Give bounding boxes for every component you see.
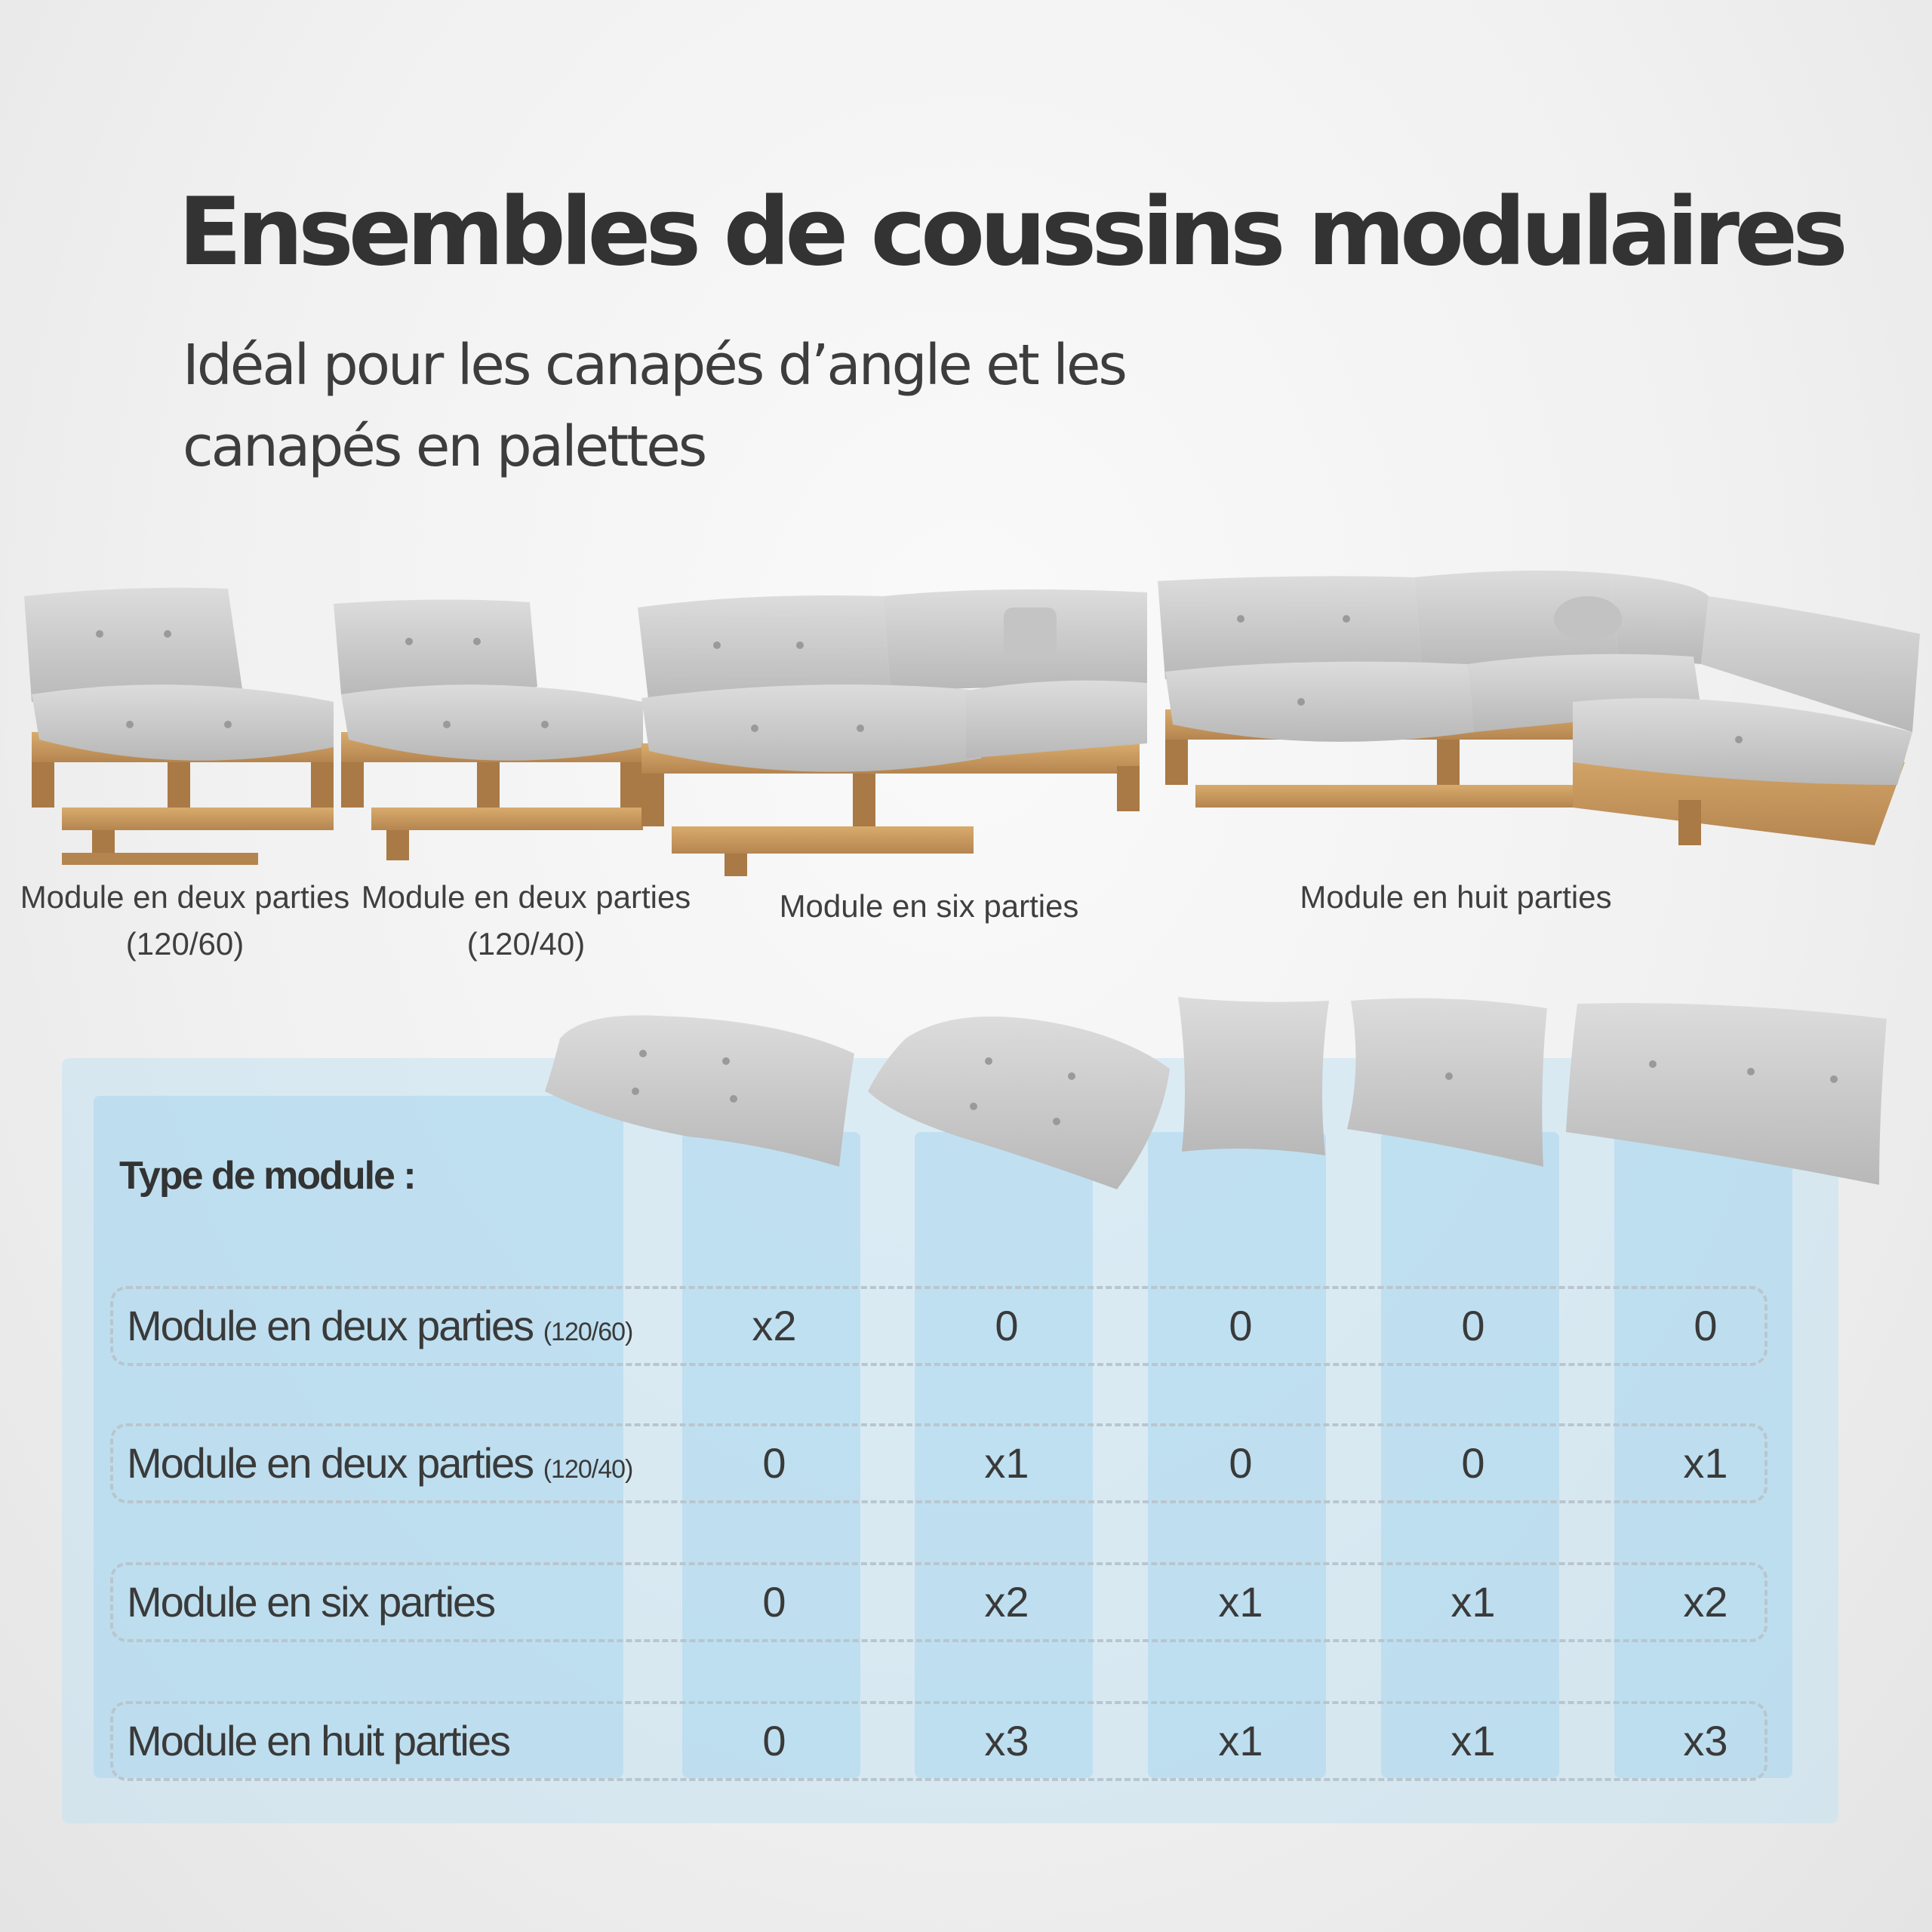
- table-cell: x3: [1683, 1717, 1728, 1764]
- six-part-sofa-image: [634, 577, 1155, 879]
- table-cell: x3: [984, 1717, 1029, 1764]
- table-cell: x1: [1683, 1439, 1728, 1487]
- module-label-two-part-120-60: [15, 874, 355, 968]
- module-label-two-part-120-40: [356, 874, 696, 968]
- back-cushion-side-image: [1343, 993, 1555, 1174]
- module-label-eight-part: [1286, 874, 1626, 921]
- row-label: [127, 1289, 632, 1363]
- table-cell: x1: [1218, 1578, 1263, 1626]
- module-label-six-part: [759, 883, 1099, 930]
- seat-cushion-medium-image: [860, 1008, 1177, 1197]
- page-subtitle: Idéal pour les canapés d’angle et les canapés en palettes: [183, 333, 1125, 479]
- table-row: [110, 1562, 1767, 1642]
- module-label-line: Module en deux parties: [361, 879, 691, 915]
- module-label-size: (120/40): [466, 926, 586, 961]
- module-label-line: Module en deux parties: [20, 879, 350, 915]
- table-cell: x1: [984, 1439, 1029, 1487]
- table-cell: x2: [752, 1302, 797, 1349]
- module-label-line: Module en huit parties: [1300, 879, 1612, 915]
- table-row: [110, 1286, 1767, 1366]
- table-cell: 0: [1461, 1302, 1485, 1349]
- table-cell: x2: [984, 1578, 1029, 1626]
- table-cell: 0: [1229, 1302, 1253, 1349]
- table-cell: 0: [762, 1439, 786, 1487]
- module-label-line: Module en six parties: [779, 888, 1079, 924]
- back-cushion-long-image: [1562, 996, 1894, 1192]
- table-cell: 0: [1694, 1302, 1718, 1349]
- table-cell: 0: [995, 1302, 1019, 1349]
- table-cell: x1: [1218, 1717, 1263, 1764]
- row-label-text: Module en deux parties: [127, 1302, 534, 1349]
- seat-cushion-large-image: [537, 1008, 862, 1182]
- table-cell: x1: [1451, 1717, 1496, 1764]
- row-label-text: Module en huit parties: [127, 1717, 510, 1764]
- row-label: [127, 1426, 632, 1500]
- table-row: [110, 1701, 1767, 1781]
- page-title: Ensembles de coussins modulaires: [178, 178, 1843, 287]
- row-label-size: (120/40): [543, 1455, 633, 1484]
- table-row: [110, 1423, 1767, 1503]
- row-label-text: Module en deux parties: [127, 1439, 534, 1487]
- eight-part-corner-sofa-image: [1150, 558, 1927, 860]
- table-cell: x2: [1683, 1578, 1728, 1626]
- module-label-size: (120/60): [125, 926, 245, 961]
- table-cell: x1: [1451, 1578, 1496, 1626]
- row-label: [127, 1704, 509, 1778]
- table-cell: 0: [762, 1578, 786, 1626]
- table-heading: Type de module :: [119, 1154, 415, 1198]
- two-part-sofa-120-60-image: [17, 581, 341, 868]
- row-label-text: Module en six parties: [127, 1578, 495, 1626]
- row-label: [127, 1565, 494, 1639]
- table-cell: 0: [1229, 1439, 1253, 1487]
- two-part-sofa-120-40-image: [326, 596, 651, 868]
- table-cell: 0: [1461, 1439, 1485, 1487]
- square-pillow-image: [1174, 993, 1333, 1159]
- row-label-size: (120/60): [543, 1318, 633, 1346]
- table-cell: 0: [762, 1717, 786, 1764]
